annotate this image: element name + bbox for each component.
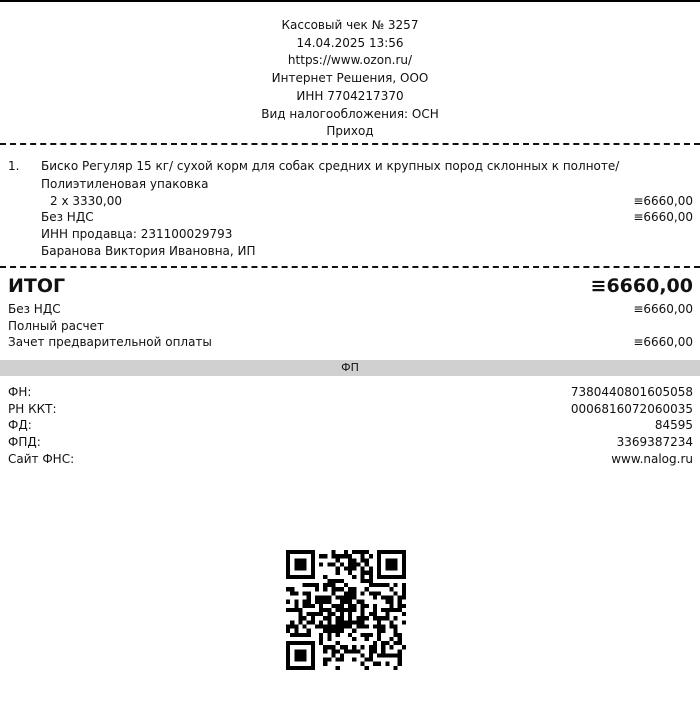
- fp-bar: ФП: [0, 360, 700, 376]
- item-qty-total: ≡6660,00: [633, 194, 693, 208]
- item-number: 1.: [8, 159, 20, 173]
- prepay-value: ≡6660,00: [633, 335, 693, 349]
- qr-code-icon: [286, 550, 406, 670]
- fpd-label: ФПД:: [8, 435, 41, 449]
- total-vat-value: ≡6660,00: [633, 302, 693, 316]
- store-url: https://www.ozon.ru/: [287, 53, 413, 68]
- fd-label: ФД:: [8, 418, 32, 432]
- operation-type: Приход: [326, 124, 374, 139]
- total-vat-label: Без НДС: [8, 302, 61, 316]
- separator-dashed: [0, 143, 700, 145]
- item-vat-value: ≡6660,00: [633, 210, 693, 224]
- separator-dashed-2: [0, 266, 700, 268]
- fn-value: 7380440801605058: [570, 385, 693, 399]
- rn-kkt-label: РН ККТ:: [8, 402, 57, 416]
- item-seller-name: Баранова Виктория Ивановна, ИП: [41, 244, 256, 258]
- item-qty-price: 2 x 3330,00: [50, 194, 122, 208]
- top-border: [0, 0, 700, 2]
- total-label: ИТОГ: [8, 275, 66, 297]
- fd-value: 84595: [654, 418, 693, 432]
- fpd-value: 3369387234: [616, 435, 693, 449]
- item-seller-inn: ИНН продавца: 231100029793: [41, 227, 233, 241]
- receipt-header: [0, 17, 700, 141]
- prepay-label: Зачет предварительной оплаты: [8, 335, 212, 349]
- company-name: Интернет Решения, ООО: [271, 71, 429, 86]
- payment-type: Полный расчет: [8, 319, 104, 333]
- item-name-line1: Биско Регуляр 15 кг/ сухой корм для собак средних и крупных пород склонных к полноте/: [41, 159, 620, 173]
- item-vat-label: Без НДС: [41, 210, 94, 224]
- total-value: ≡6660,00: [590, 275, 693, 297]
- rn-kkt-value: 0006816072060035: [570, 402, 693, 416]
- receipt-title: Кассовый чек № 3257: [281, 18, 419, 32]
- tax-system: Вид налогообложения: ОСН: [261, 106, 439, 121]
- receipt-datetime: 14.04.2025 13:56: [296, 35, 404, 50]
- item-name-line2: Полиэтиленовая упаковка: [41, 177, 209, 191]
- fns-site-label: Сайт ФНС:: [8, 452, 75, 466]
- fn-label: ФН:: [8, 385, 32, 399]
- fns-site-value: www.nalog.ru: [611, 452, 693, 466]
- company-inn: ИНН 7704217370: [296, 88, 404, 103]
